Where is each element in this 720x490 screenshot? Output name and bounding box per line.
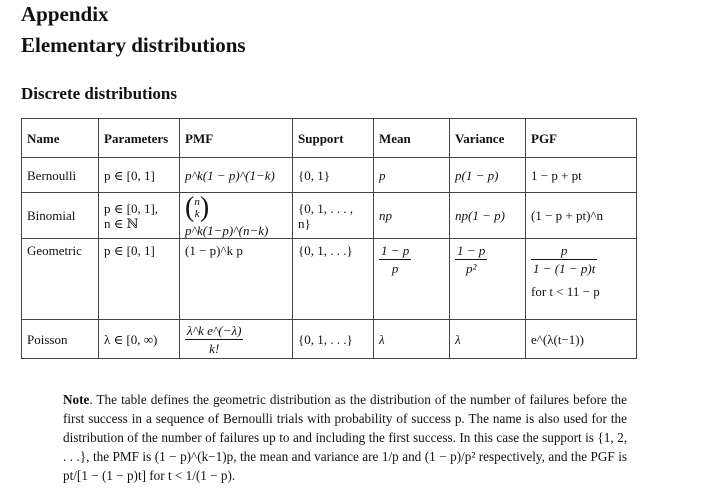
cell-pmf: (1 − p)^k p [180,239,293,320]
cell-pmf [180,320,293,359]
cell-variance: λ [450,320,526,359]
variance-denominator: p² [465,261,477,276]
cell-variance [450,239,526,320]
binom-close-paren: ) [199,192,210,223]
cell-pgf [526,239,637,320]
pgf-fraction [531,243,597,276]
note-paragraph [63,390,627,485]
cell-variance: np(1 − p) [450,193,526,239]
pmf-denominator: k! [209,340,220,356]
discrete-distributions-heading: Discrete distributions [21,84,177,103]
cell-support: {0, 1} [293,158,374,193]
params-line-2: n ∈ ℕ [104,215,139,231]
cell-mean: λ [374,320,450,359]
note-label: Note [63,392,90,407]
cell-params: p ∈ [0, 1] [99,158,180,193]
table-row [22,320,637,359]
header-pmf: PMF [180,119,293,158]
cell-pmf: p^k(1 − p)^(1−k) [180,158,293,193]
cell-variance: p(1 − p) [450,158,526,193]
mean-denominator: p [391,261,399,276]
params-line-1: p ∈ [0, 1], [104,200,159,216]
cell-name: Bernoulli [22,158,99,193]
appendix-heading: Appendix [21,2,109,26]
pgf-numerator: p [531,243,597,260]
header-pgf: PGF [526,119,637,158]
mean-fraction [379,243,411,276]
cell-params [99,193,180,239]
binom-bottom: k [194,208,200,220]
elementary-distributions-heading: Elementary distributions [21,33,246,57]
cell-pmf [180,193,293,239]
table-row [22,193,637,239]
mean-numerator: 1 − p [381,243,410,258]
cell-name: Poisson [22,320,99,359]
cell-pgf: e^(λ(t−1)) [526,320,637,359]
cell-name: Binomial [22,193,99,239]
distributions-table [21,118,637,359]
header-support: Support [293,119,374,158]
cell-support: {0, 1, . . . , n} [293,193,374,239]
variance-fraction [455,243,487,276]
pmf-fraction [185,323,243,356]
cell-params: p ∈ [0, 1] [99,239,180,320]
pmf-rest: p^k(1−p)^(n−k) [185,223,269,238]
cell-mean [374,239,450,320]
variance-numerator: 1 − p [457,243,486,258]
pgf-denominator: 1 − (1 − p)t [533,261,596,276]
header-mean: Mean [374,119,450,158]
cell-name: Geometric [22,239,99,320]
cell-mean: np [374,193,450,239]
binom-open-paren: ( [185,192,195,223]
table-row [22,239,637,320]
cell-mean: p [374,158,450,193]
binom-top: n [194,196,200,208]
table-header-row [22,119,637,158]
pmf-numerator: λ^k e^(−λ) [187,322,242,338]
header-parameters: Parameters [99,119,180,158]
cell-pgf: (1 − p + pt)^n [526,193,637,239]
cell-params: λ ∈ [0, ∞) [99,320,180,359]
note-text: . The table defines the geometric distribution as the distribution of the number of failures before the first success in a sequence of Bernoulli trials with probability of success p. The name is also used for the distribution of the number of failures up to and including the first success. In this case the support is {1, 2, . . .}, the PMF is (1 − p)^(k−1)p, the mean and variance are 1/p and (1 − p)/p² respectively, and the PGF is pt/[1 − (1 − p)t] for t < 1/(1 − p). [63,392,627,483]
cell-support: {0, 1, . . .} [293,320,374,359]
cell-pgf: 1 − p + pt [526,158,637,193]
header-variance: Variance [450,119,526,158]
cell-support: {0, 1, . . .} [293,239,374,320]
table-row [22,158,637,193]
header-name: Name [22,119,99,158]
pgf-condition: for t < 11 − p [531,284,600,299]
